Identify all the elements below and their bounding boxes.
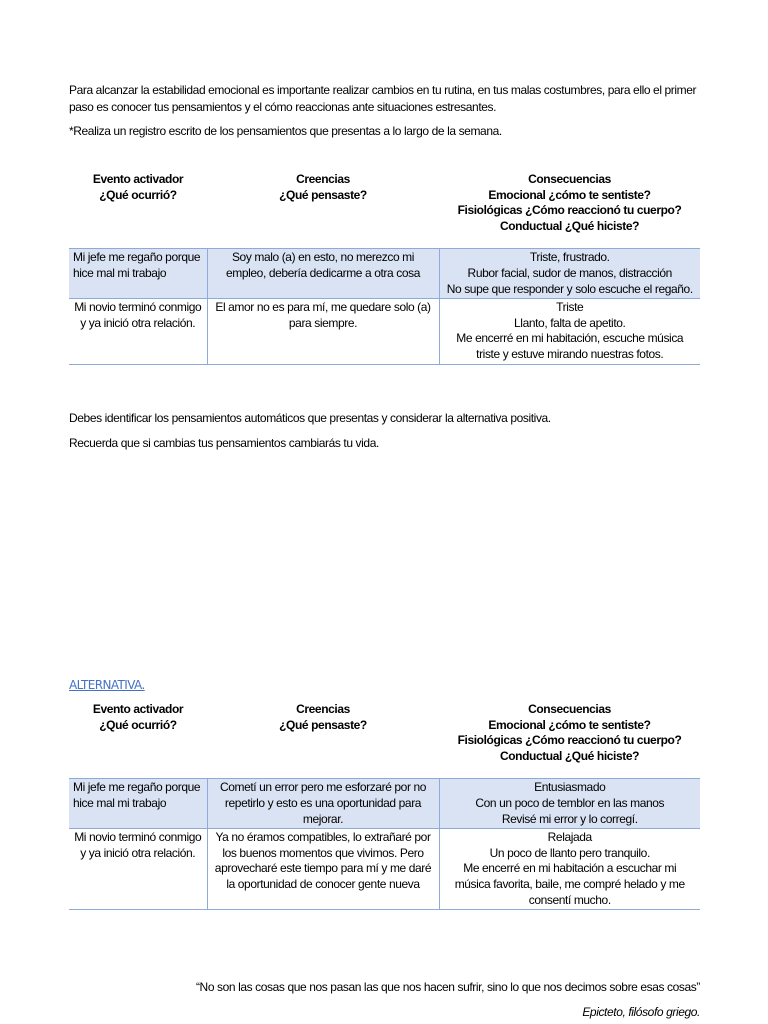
cell-evento: Mi jefe me regaño porque hice mal mi trabajo xyxy=(69,779,207,829)
intro-paragraph: Para alcanzar la estabilidad emocional es importante realizar cambios en tu rutina, en tus malas costumbres, para ello el primer paso es conocer tus pensamientos y el cómo reaccionas ante situaciones estresantes. xyxy=(69,83,697,114)
header-consecuencias: Consecuencias Emocional ¿cómo te sentiste? Fisiológicas ¿Cómo reaccionó tu cuerpo? Conductual ¿Qué hiciste? xyxy=(439,172,700,249)
cell-creencia: Ya no éramos compatibles, lo extrañaré por los buenos momentos que vivimos. Pero aprovecharé este tiempo para mí y me daré la oportunidad de conocer gente nueva xyxy=(207,829,439,910)
quote-author: Epicteto, filósofo griego. xyxy=(582,1005,700,1019)
cell-creencia: El amor no es para mí, me quedare solo (a) para siempre. xyxy=(207,299,439,364)
header-consecuencias: Consecuencias Emocional ¿cómo te sentiste? Fisiológicas ¿Cómo reaccionó tu cuerpo? Conductual ¿Qué hiciste? xyxy=(439,702,700,779)
quote-text: “No son las cosas que nos pasan las que nos hacen sufrir, sino lo que nos decimos sobre esas cosas” xyxy=(195,980,700,994)
alternative-thought-table xyxy=(69,702,700,910)
table-header-row xyxy=(69,702,700,779)
table-row xyxy=(69,249,700,299)
table-row xyxy=(69,779,700,829)
header-evento: Evento activador ¿Qué ocurrió? xyxy=(69,172,207,249)
cell-creencia: Soy malo (a) en esto, no merezco mi empleo, debería dedicarme a otra cosa xyxy=(207,249,439,299)
thought-record-table xyxy=(69,172,700,365)
alternativa-title: ALTERNATIVA. xyxy=(69,678,145,692)
remember-paragraph: Recuerda que si cambias tus pensamientos cambiarás tu vida. xyxy=(69,436,379,450)
cell-consecuencias: Triste Llanto, falta de apetito. Me encerré en mi habitación, escuche música triste y estuve mirando nuestras fotos. xyxy=(439,299,700,364)
header-creencias: Creencias ¿Qué pensaste? xyxy=(207,702,439,779)
cell-evento: Mi jefe me regaño porque hice mal mi trabajo xyxy=(69,249,207,299)
cell-consecuencias: Entusiasmado Con un poco de temblor en las manos Revisé mi error y lo corregí. xyxy=(439,779,700,829)
cell-consecuencias: Relajada Un poco de llanto pero tranquilo. Me encerré en mi habitación a escuchar mi música favorita, baile, me compré helado y me consentí mucho. xyxy=(439,829,700,910)
table-row xyxy=(69,829,700,910)
cell-consecuencias: Triste, frustrado. Rubor facial, sudor de manos, distracción No supe que responder y solo escuche el regaño. xyxy=(439,249,700,299)
table-row xyxy=(69,299,700,364)
identify-paragraph: Debes identificar los pensamientos automáticos que presentas y considerar la alternativa positiva. xyxy=(69,411,551,425)
header-creencias: Creencias ¿Qué pensaste? xyxy=(207,172,439,249)
table-header-row xyxy=(69,172,700,249)
cell-evento: Mi novio terminó conmigo y ya inició otra relación. xyxy=(69,829,207,910)
cell-evento: Mi novio terminó conmigo y ya inició otra relación. xyxy=(69,299,207,364)
header-evento: Evento activador ¿Qué ocurrió? xyxy=(69,702,207,779)
cell-creencia: Cometí un error pero me esforzaré por no repetirlo y esto es una oportunidad para mejorar. xyxy=(207,779,439,829)
instruction-paragraph: *Realiza un registro escrito de los pensamientos que presentas a lo largo de la semana. xyxy=(69,124,502,138)
